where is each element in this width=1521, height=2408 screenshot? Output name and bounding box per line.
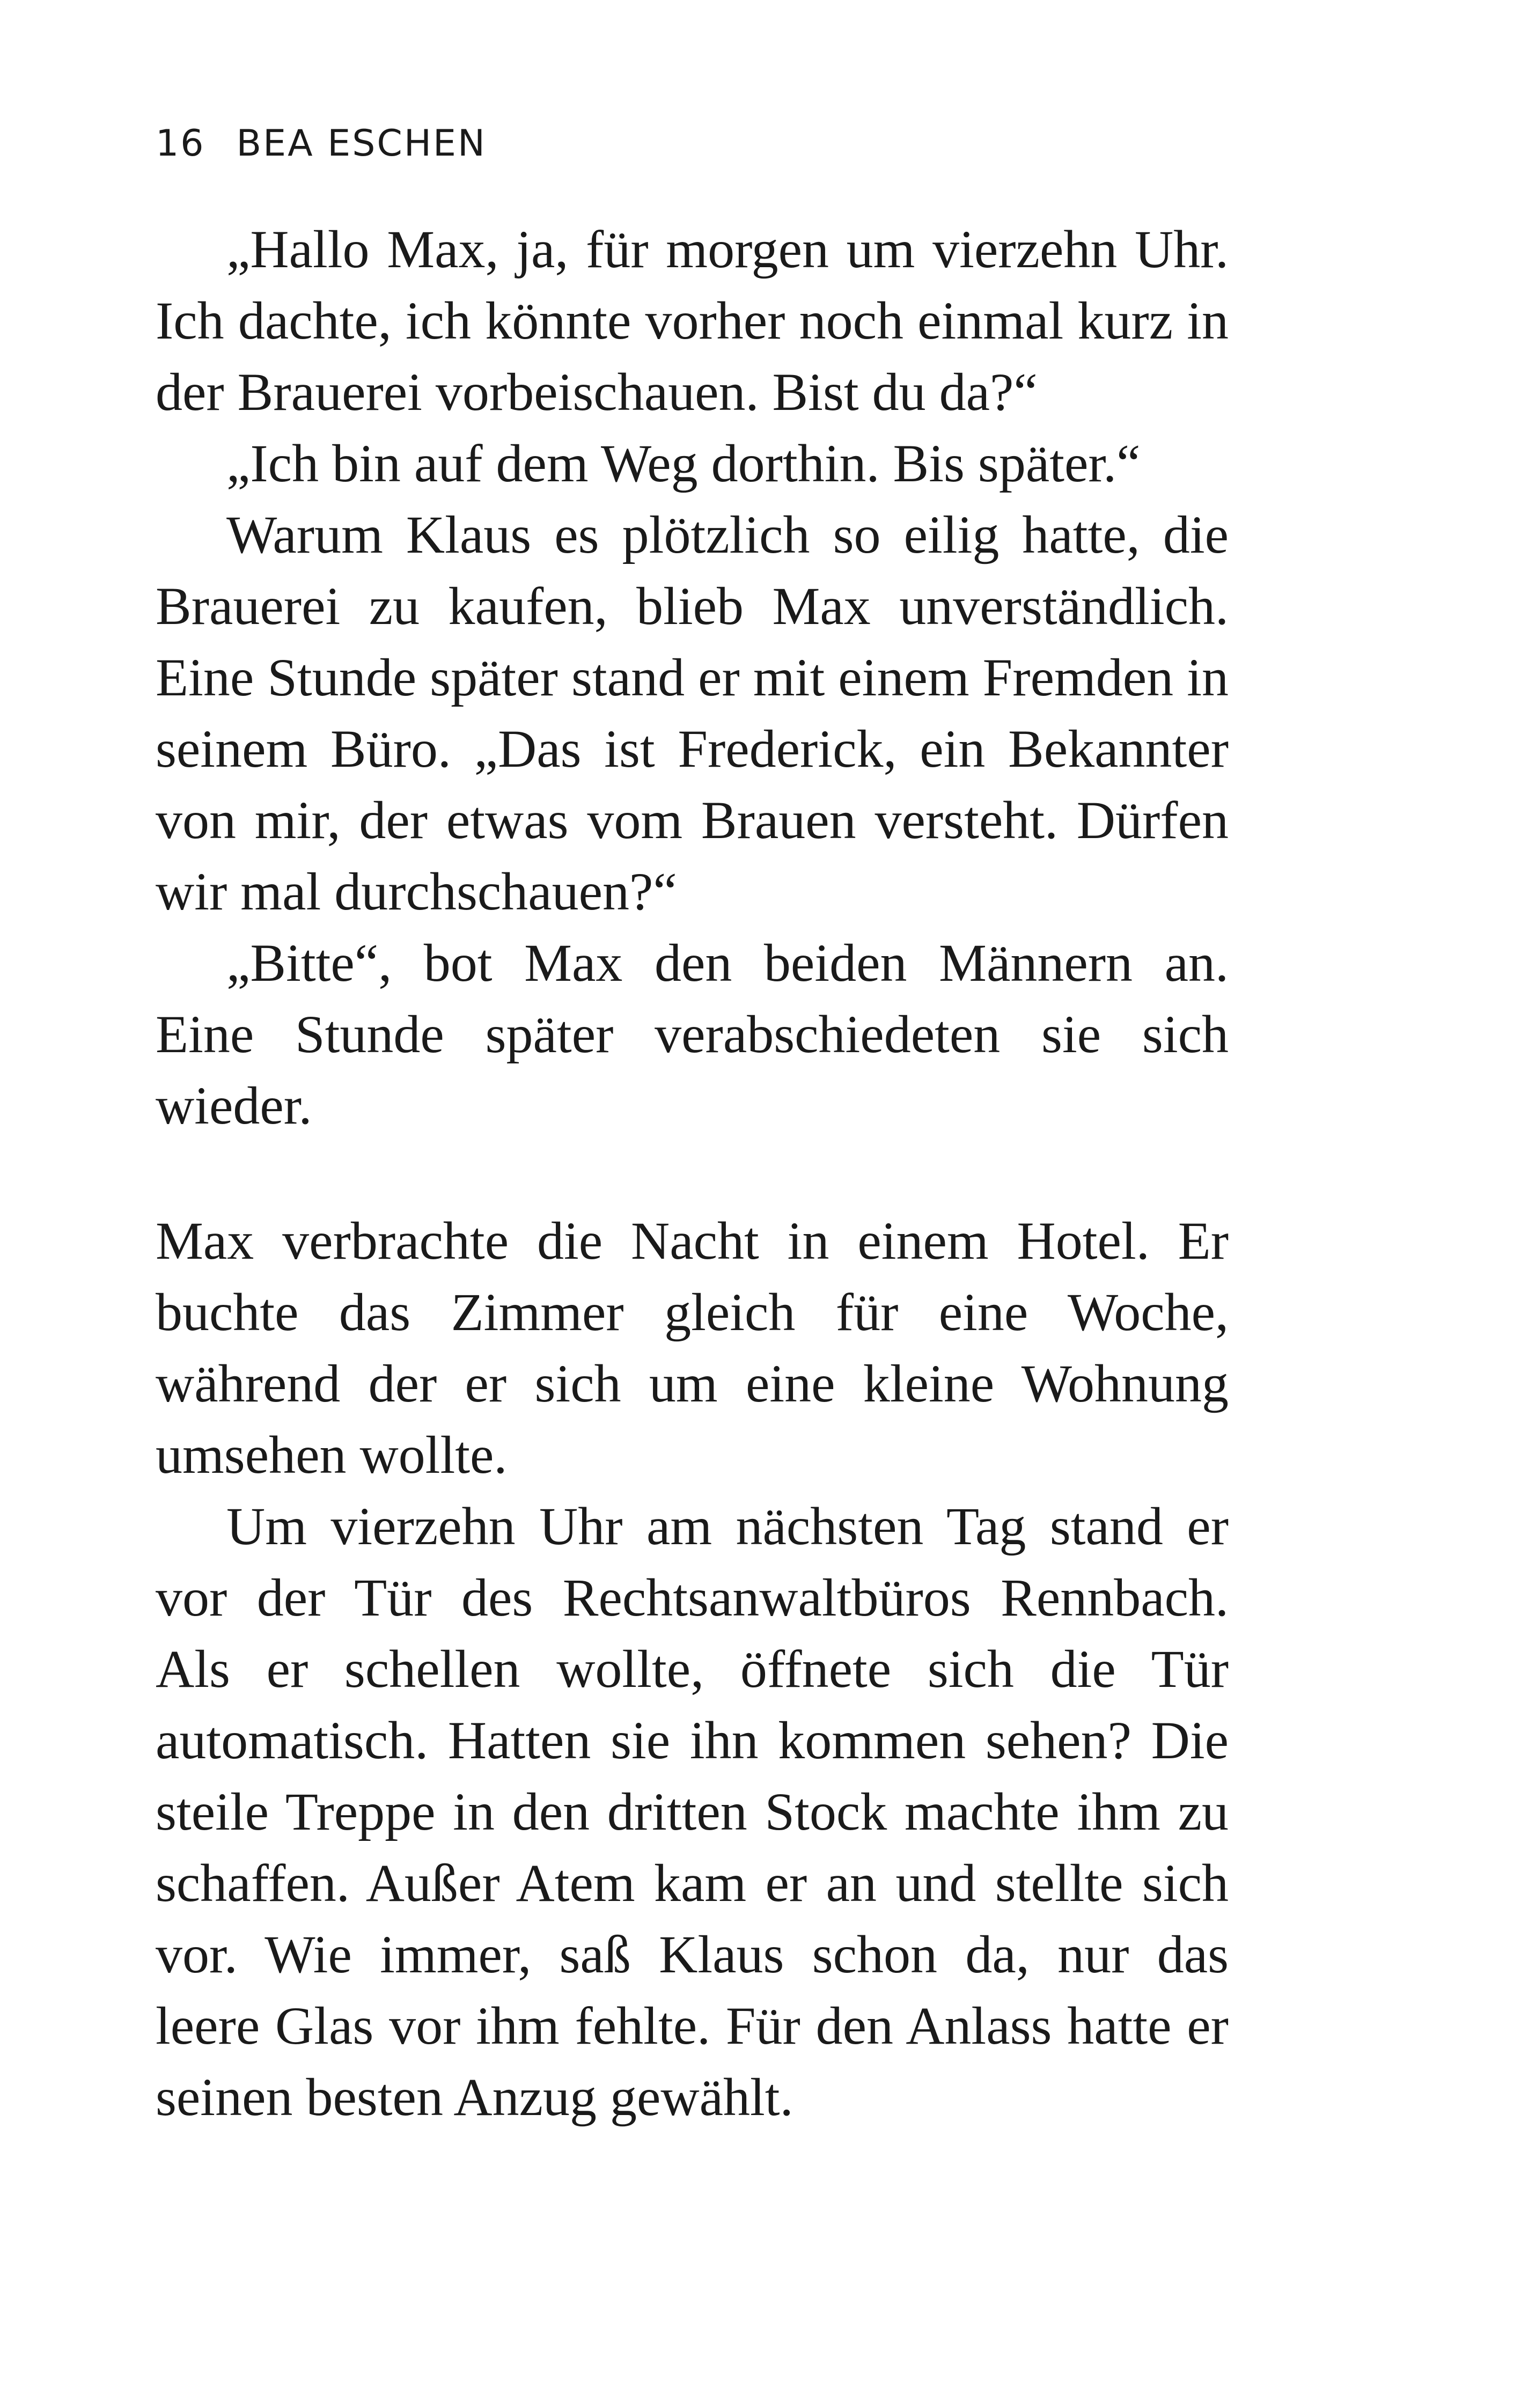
paragraph: „Bitte“, bot Max den beiden Männern an. Eine Stunde später verabschiedeten sie sich wieder. [156, 933, 1229, 1135]
paragraph: „Ich bin auf dem Weg dorthin. Bis später.“ [226, 434, 1141, 493]
text-section-2 [156, 1205, 1229, 2133]
paragraph: Warum Klaus es plötzlich so eilig hatte, die Brauerei zu kaufen, blieb Max unverständlich. Eine Stunde später stand er mit einem Fremden in seinem Büro. „Das ist Frederick, ein Bekannter von mir, der etwas vom Brauen versteht. Dürfen wir mal durchschauen?“ [156, 505, 1229, 921]
page-number: 16 [156, 122, 205, 165]
author-name: BEA ESCHEN [236, 122, 487, 165]
paragraph: „Hallo Max, ja, für morgen um vierzehn Uhr. Ich dachte, ich könnte vorher noch einmal kurz in der Brauerei vorbeischauen. Bist du da?“ [156, 219, 1229, 422]
paragraph: Max verbrachte die Nacht in einem Hotel. Er buchte das Zimmer gleich für eine Woche, während der er sich um eine kleine Wohnung umsehen wollte. [156, 1211, 1229, 1485]
paragraph: Um vierzehn Uhr am nächsten Tag stand er vor der Tür des Rechtsanwaltbüros Rennbach. Als er schellen wollte, öffnete sich die Tür automatisch. Hatten sie ihn kommen sehen? Die steile Treppe in den dritten Stock machte ihm zu schaffen. Außer Atem kam er an und stellte sich vor. Wie immer, saß Klaus schon da, nur das leere Glas vor ihm fehlte. Für den Anlass hatte er seinen besten Anzug gewählt. [156, 1496, 1229, 2127]
text-section-1 [156, 214, 1229, 1141]
running-head [156, 122, 487, 165]
